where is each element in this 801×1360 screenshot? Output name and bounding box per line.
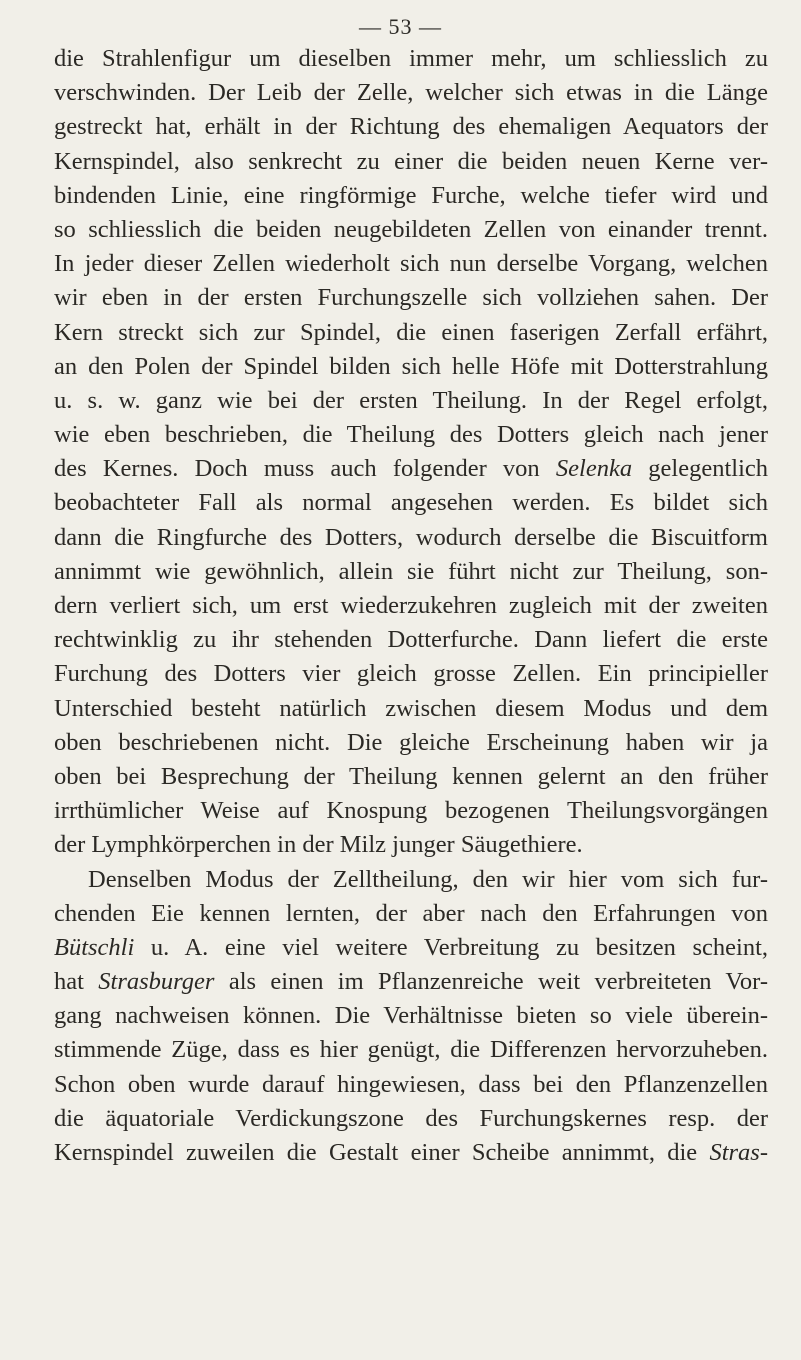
text-line: [54, 247, 768, 281]
body-text: [54, 42, 768, 1170]
text-line: [54, 760, 768, 794]
text-line: [54, 145, 768, 179]
page-number: — 53 —: [359, 14, 442, 39]
text-segment: dann die Ringfurche des Dotters, wodurch derselbe die Biscuitform: [54, 523, 768, 551]
text-line: [54, 555, 768, 589]
text-line: [54, 589, 768, 623]
text-line: [54, 897, 768, 931]
text-line: [54, 1102, 768, 1136]
text-segment: so schliesslich die beiden neugebildeten Zellen von einander trennt.: [54, 215, 768, 243]
text-segment: verschwinden. Der Leib der Zelle, welcher sich etwas in die Länge: [54, 79, 768, 107]
text-segment: In jeder dieser Zellen wiederholt sich nun derselbe Vorgang, welchen: [54, 250, 768, 278]
text-line: [54, 623, 768, 657]
text-segment: irrthümlicher Weise auf Knospung bezogenen Theilungsvorgängen: [54, 797, 768, 825]
text-line: [54, 1068, 768, 1102]
text-segment: hat: [54, 968, 99, 996]
text-segment: Schon oben wurde darauf hingewiesen, dass bei den Pflanzenzellen: [54, 1070, 768, 1098]
text-segment: Furchung des Dotters vier gleich grosse Zellen. Ein principieller: [54, 660, 768, 688]
text-segment: annimmt wie gewöhnlich, allein sie führt nicht zur Theilung, son-: [54, 557, 768, 585]
text-segment: oben bei Besprechung der Theilung kennen gelernt an den früher: [54, 762, 768, 790]
text-line: [54, 418, 768, 452]
text-line: [54, 794, 768, 828]
text-line: [54, 110, 768, 144]
text-segment: Kernspindel, also senkrecht zu einer die beiden neuen Kerne ver-: [54, 147, 768, 175]
text-segment: wie eben beschrieben, die Theilung des Dotters gleich nach jener: [54, 421, 768, 449]
text-segment: Unterschied besteht natürlich zwischen diesem Modus und dem: [54, 694, 768, 722]
text-line: [54, 1033, 768, 1067]
text-line: [54, 384, 768, 418]
text-line: [54, 521, 768, 555]
italic-name: Bütschli: [54, 933, 135, 961]
text-line: [54, 657, 768, 691]
text-line: [54, 76, 768, 110]
text-segment: gestreckt hat, erhält in der Richtung des ehemaligen Aequators der: [54, 113, 768, 141]
text-segment: oben beschriebenen nicht. Die gleiche Erscheinung haben wir ja: [54, 728, 768, 756]
text-segment: Denselben Modus der Zelltheilung, den wir hier vom sich fur-: [88, 865, 768, 893]
text-segment: gelegentlich: [632, 455, 768, 483]
text-line: [54, 452, 768, 486]
text-segment: wir eben in der ersten Furchungszelle sich vollziehen sahen. Der: [54, 284, 768, 312]
text-segment: Kern streckt sich zur Spindel, die einen faserigen Zerfall erfährt,: [54, 318, 768, 346]
text-segment: bindenden Linie, eine ringförmige Furche, welche tiefer wird und: [54, 181, 768, 209]
italic-name: Selenka: [555, 455, 633, 483]
text-line: [54, 965, 768, 999]
text-segment: beobachteter Fall als normal angesehen werden. Es bildet sich: [54, 489, 768, 517]
text-line: [54, 931, 768, 965]
text-segment: als einen im Pflanzenreiche weit verbreiteten Vor-: [214, 968, 768, 996]
text-line: [54, 213, 768, 247]
text-line: [54, 350, 768, 384]
text-line: [54, 486, 768, 520]
text-segment: u. s. w. ganz wie bei der ersten Theilung. In der Regel erfolgt,: [54, 386, 768, 414]
text-line: [54, 281, 768, 315]
text-line: [54, 692, 768, 726]
text-segment: die Strahlenfigur um dieselben immer mehr, um schliesslich zu: [54, 45, 768, 72]
text-segment: dern verliert sich, um erst wiederzukehren zugleich mit der zweiten: [54, 592, 768, 619]
text-segment: der Lymphkörperchen in der Milz junger Säugethiere.: [54, 831, 583, 859]
text-line: [54, 179, 768, 213]
text-line: [54, 1136, 768, 1170]
text-line: [54, 726, 768, 760]
text-segment: Kernspindel zuweilen die Gestalt einer Scheibe annimmt, die: [54, 1139, 710, 1166]
text-line: [54, 863, 768, 897]
text-segment: u. A. eine viel weitere Verbreitung zu besitzen scheint,: [134, 933, 768, 961]
text-segment: chenden Eie kennen lernten, der aber nach den Erfahrungen von: [54, 899, 768, 927]
text-line: [54, 828, 768, 862]
text-line: [54, 316, 768, 350]
text-segment: stimmende Züge, dass es hier genügt, die Differenzen hervorzuheben.: [54, 1036, 768, 1064]
text-segment: rechtwinklig zu ihr stehenden Dotterfurche. Dann liefert die erste: [54, 626, 768, 654]
text-segment: gang nachweisen können. Die Verhältnisse bieten so viele überein-: [54, 1002, 768, 1030]
text-line: [54, 999, 768, 1033]
text-segment: an den Polen der Spindel bilden sich helle Höfe mit Dotterstrahlung: [54, 352, 768, 380]
text-line: [54, 42, 768, 76]
text-segment: des Kernes. Doch muss auch folgender von: [54, 455, 556, 483]
italic-name: Strasburger: [98, 968, 215, 996]
italic-name: Stras-: [709, 1139, 768, 1166]
text-segment: die äquatoriale Verdickungszone des Furchungskernes resp. der: [54, 1104, 768, 1132]
